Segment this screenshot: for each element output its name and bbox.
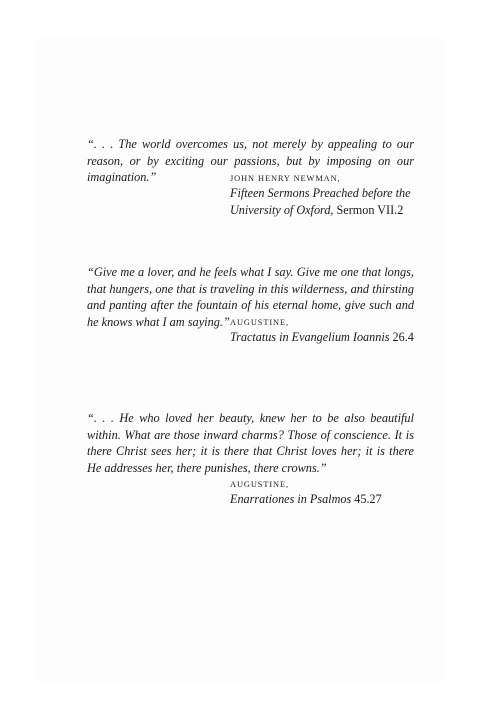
epigraph-quote-augustine-tractatus: “Give me a lover, and he feels what I say. Give me one that longs, that hungers, one that is traveling in this wilderness, and thirsting and panting after the fountain of his eternal home, give such and he knows what I am saying.” bbox=[87, 265, 414, 329]
book-page bbox=[34, 38, 446, 681]
epigraph-work-ref: 26.4 bbox=[389, 330, 414, 344]
epigraph-work bbox=[230, 185, 430, 218]
epigraph-attribution-newman bbox=[230, 172, 430, 218]
epigraph-quote-augustine-enarrationes: “. . . He who loved her beauty, knew her to be also beautiful within. What are those inward charms? Those of conscience. It is there Christ sees her; it is there that Christ loves her; it is there He addresses her, there punishes, there crowns.” bbox=[87, 411, 414, 475]
epigraph-work-ref: Sermon VII.2 bbox=[333, 202, 404, 217]
epigraph-work-title: Fifteen Sermons Preached before the University of Oxford, bbox=[230, 186, 411, 217]
epigraph-work-title: Tractatus in Evangelium Ioannis bbox=[230, 330, 390, 344]
epigraph-author: AUGUSTINE, bbox=[230, 318, 290, 327]
epigraph-author: JOHN HENRY NEWMAN, bbox=[230, 174, 341, 183]
epigraph-work-ref: 45.27 bbox=[351, 492, 382, 506]
epigraph-attribution-augustine-enarrationes bbox=[230, 478, 430, 508]
epigraph-author: AUGUSTINE, bbox=[230, 480, 290, 489]
epigraph-quote-newman: “. . . The world overcomes us, not merely by appealing to our reason, or by exciting our passions, but by imposing on our imagination.” bbox=[87, 137, 414, 185]
epigraph-attribution-augustine-tractatus bbox=[230, 316, 430, 346]
epigraph-work bbox=[230, 491, 430, 508]
epigraph-work-title: Enarrationes in Psalmos bbox=[230, 492, 352, 506]
epigraph-work bbox=[230, 329, 430, 346]
